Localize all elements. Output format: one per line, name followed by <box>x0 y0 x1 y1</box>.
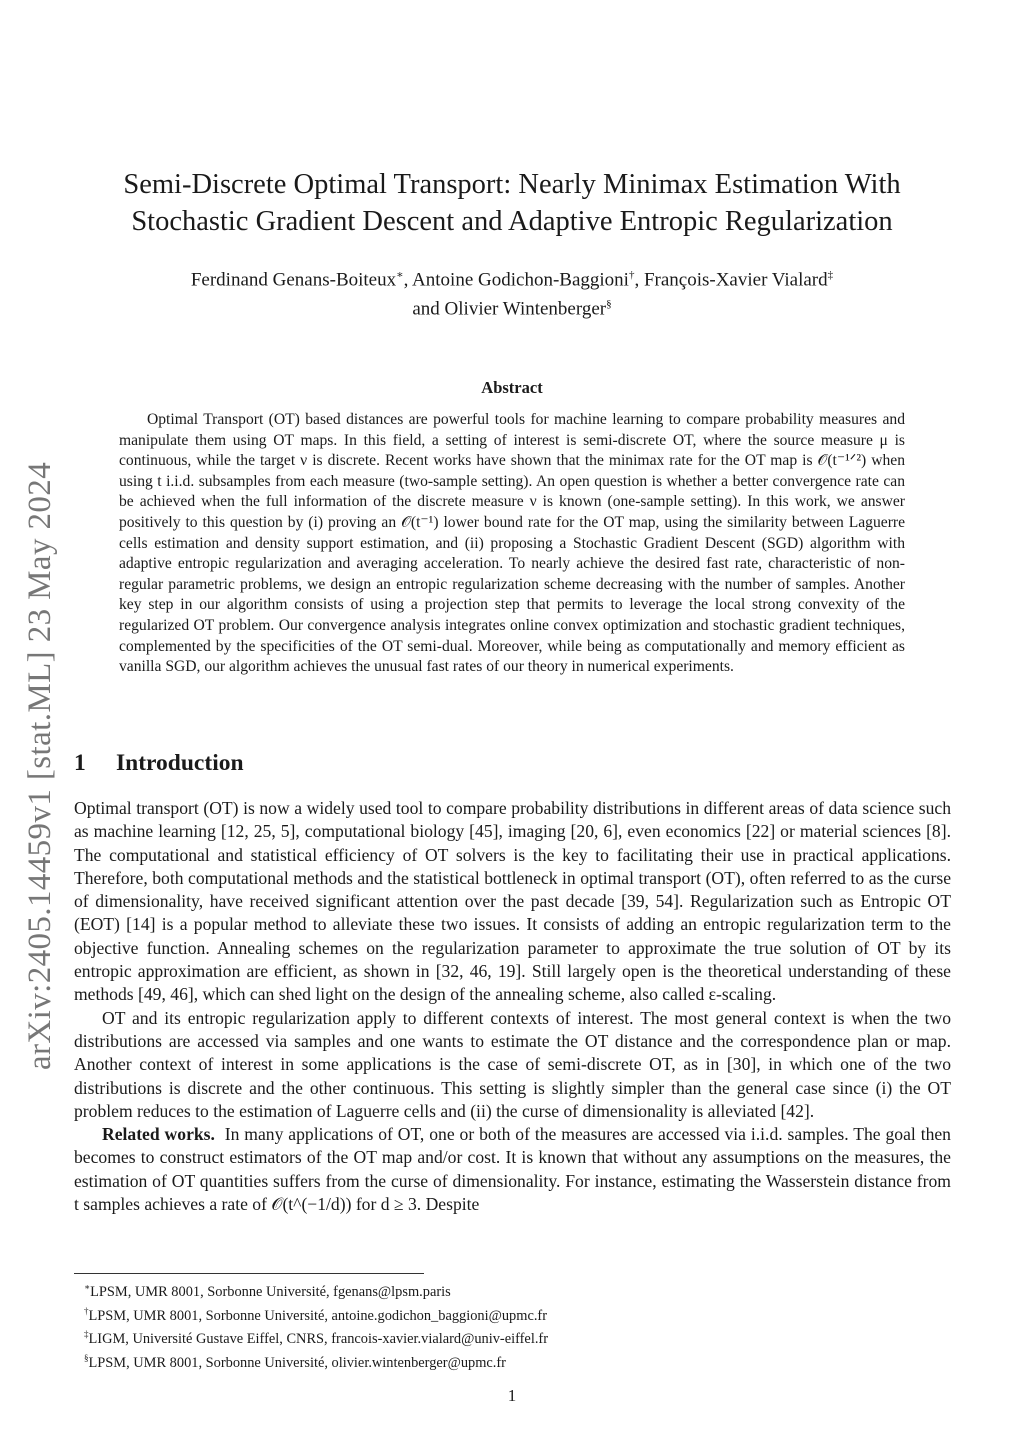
paragraph <box>74 1123 951 1216</box>
title-line-1: Semi-Discrete Optimal Transport: Nearly Minimax Estimation With <box>123 169 901 200</box>
footnote-text: LPSM, UMR 8001, Sorbonne Université, antoine.godichon_baggioni@upmc.fr <box>88 1307 548 1324</box>
footnote <box>84 1278 944 1302</box>
author-connector: and <box>412 298 440 320</box>
footnote-text: LIGM, Université Gustave Eiffel, CNRS, francois-xavier.vialard@univ-eiffel.fr <box>88 1330 549 1347</box>
author-footnote-mark: † <box>628 269 635 281</box>
author-footnote-mark: ‡ <box>827 269 834 281</box>
author-line-1: Ferdinand Genans-Boiteux∗, Antoine Godichon-Baggioni†, François-Xavier Vialard‡ <box>190 269 834 291</box>
author-name: Ferdinand Genans-Boiteux <box>190 269 397 291</box>
run-in-heading: Related works. <box>102 1124 215 1145</box>
footnote-mark: ‡ <box>84 1329 89 1340</box>
title-line-2: Stochastic Gradient Descent and Adaptive Entropic Regularization <box>131 206 893 237</box>
footnote-mark: † <box>84 1305 89 1316</box>
paragraph: OT and its entropic regularization apply to different contexts of interest. The most general context is when the two distributions are accessed via samples and one wants to estimate the OT distance and the correspondence plan or map. Another context of interest in some applications is the case of semi-discrete OT, as in [30], in which one of the two distributions is discrete and the other continuous. This setting is slightly simpler than the general case since (i) the OT problem reduces to the estimation of Laguerre cells and (ii) the curse of dimensionality is alleviated [42]. <box>74 1007 951 1121</box>
footnote-mark: ∗ <box>84 1282 91 1292</box>
section-number: 1 <box>74 750 86 776</box>
author-footnote-mark: § <box>606 298 612 311</box>
footnote-text: LPSM, UMR 8001, Sorbonne Université, fgenans@lpsm.paris <box>90 1283 451 1300</box>
author-list <box>60 263 964 322</box>
footnote <box>84 1349 944 1373</box>
section-title: Introduction <box>116 750 244 776</box>
arxiv-side-stamp: arXiv:2405.14459v1 [stat.ML] 23 May 2024 <box>22 461 58 1070</box>
abstract-text: Optimal Transport (OT) based distances are powerful tools for machine learning to compare probability measures and manipulate them using OT maps. In this field, a setting of interest is semi-discrete OT, where the source measure μ is continuous, while the target ν is discrete. Recent works have shown that the minimax rate for the OT map is 𝒪(t⁻¹ᐟ²) when using t i.i.d. subsamples from each measure (two-sample setting). An open question is whether a better convergence rate can be achieved when the full information of the discrete measure ν is known (one-sample setting). In this work, we answer positively to this question by (i) proving an 𝒪(t⁻¹) lower bound rate for the OT map, using the similarity between Laguerre cells estimation and density support estimation, and (ii) proposing a Stochastic Gradient Descent (SGD) algorithm with adaptive entropic regularization and averaging acceleration. To nearly achieve the desired fast rate, characteristic of non-regular parametric problems, we design an entropic regularization scheme decreasing with the number of samples. Another key step in our algorithm consists of using a projection step that permits to leverage the local strong convexity of the regularized OT problem. Our convergence analysis integrates online convex optimization and stochastic gradient techniques, complemented by the specificities of the OT semi-dual. Moreover, while being as computationally and memory efficient as vanilla SGD, our algorithm achieves the unusual fast rates of our theory in numerical experiments. <box>119 411 905 676</box>
author-name: François-Xavier Vialard <box>643 269 828 291</box>
footnote <box>84 1302 944 1326</box>
author-name: Antoine Godichon-Baggioni <box>412 269 629 291</box>
body-text <box>74 797 951 1216</box>
page-number: 1 <box>507 1386 517 1405</box>
author-line-2 <box>60 292 964 321</box>
paragraph: Optimal transport (OT) is now a widely used tool to compare probability distributions in different areas of data science such as machine learning [12, 25, 5], computational biology [45], imaging [20, 6], even economics [22] or material sciences [8]. The computational and statistical efficiency of OT solvers is the key to facilitating their use in practical applications. Therefore, both computational methods and the statistical bottleneck in optimal transport (OT), often referred to as the curse of dimensionality, have received significant attention over the past decade [39, 54]. Regularization such as Entropic OT (EOT) [14] is a popular method to alleviate these two issues. It consists of adding an entropic regularization term to the objective function. Annealing schemes on the regularization parameter to approximate the true solution of OT by its entropic approximation are efficient, as shown in [32, 46, 19]. Still largely open is the theoretical understanding of these methods [49, 46], which can shed light on the design of the annealing scheme, also called ε-scaling. <box>74 798 951 1005</box>
footnote-rule <box>74 1273 424 1274</box>
paragraph-text: In many applications of OT, one or both of the measures are accessed via i.i.d. samples. The goal then becomes to construct estimators of the OT map and/or cost. It is known that without any assumptions on the measures, the estimation of OT quantities suffers from the curse of dimensionality. For instance, estimating the Wasserstein distance from t samples achieves a rate of 𝒪(t^(−1/d)) for d ≥ 3. Despite <box>74 1124 951 1215</box>
footnote <box>84 1325 944 1349</box>
author-footnote-mark: ∗ <box>396 269 404 281</box>
footnote-text: LPSM, UMR 8001, Sorbonne Université, olivier.wintenberger@upmc.fr <box>88 1354 506 1371</box>
footnotes <box>84 1278 944 1372</box>
author-name: Olivier Wintenberger <box>444 298 607 320</box>
section-heading <box>74 750 244 777</box>
paper-title <box>60 166 964 240</box>
footnote-mark: § <box>84 1352 89 1363</box>
abstract-heading: Abstract <box>481 378 543 397</box>
